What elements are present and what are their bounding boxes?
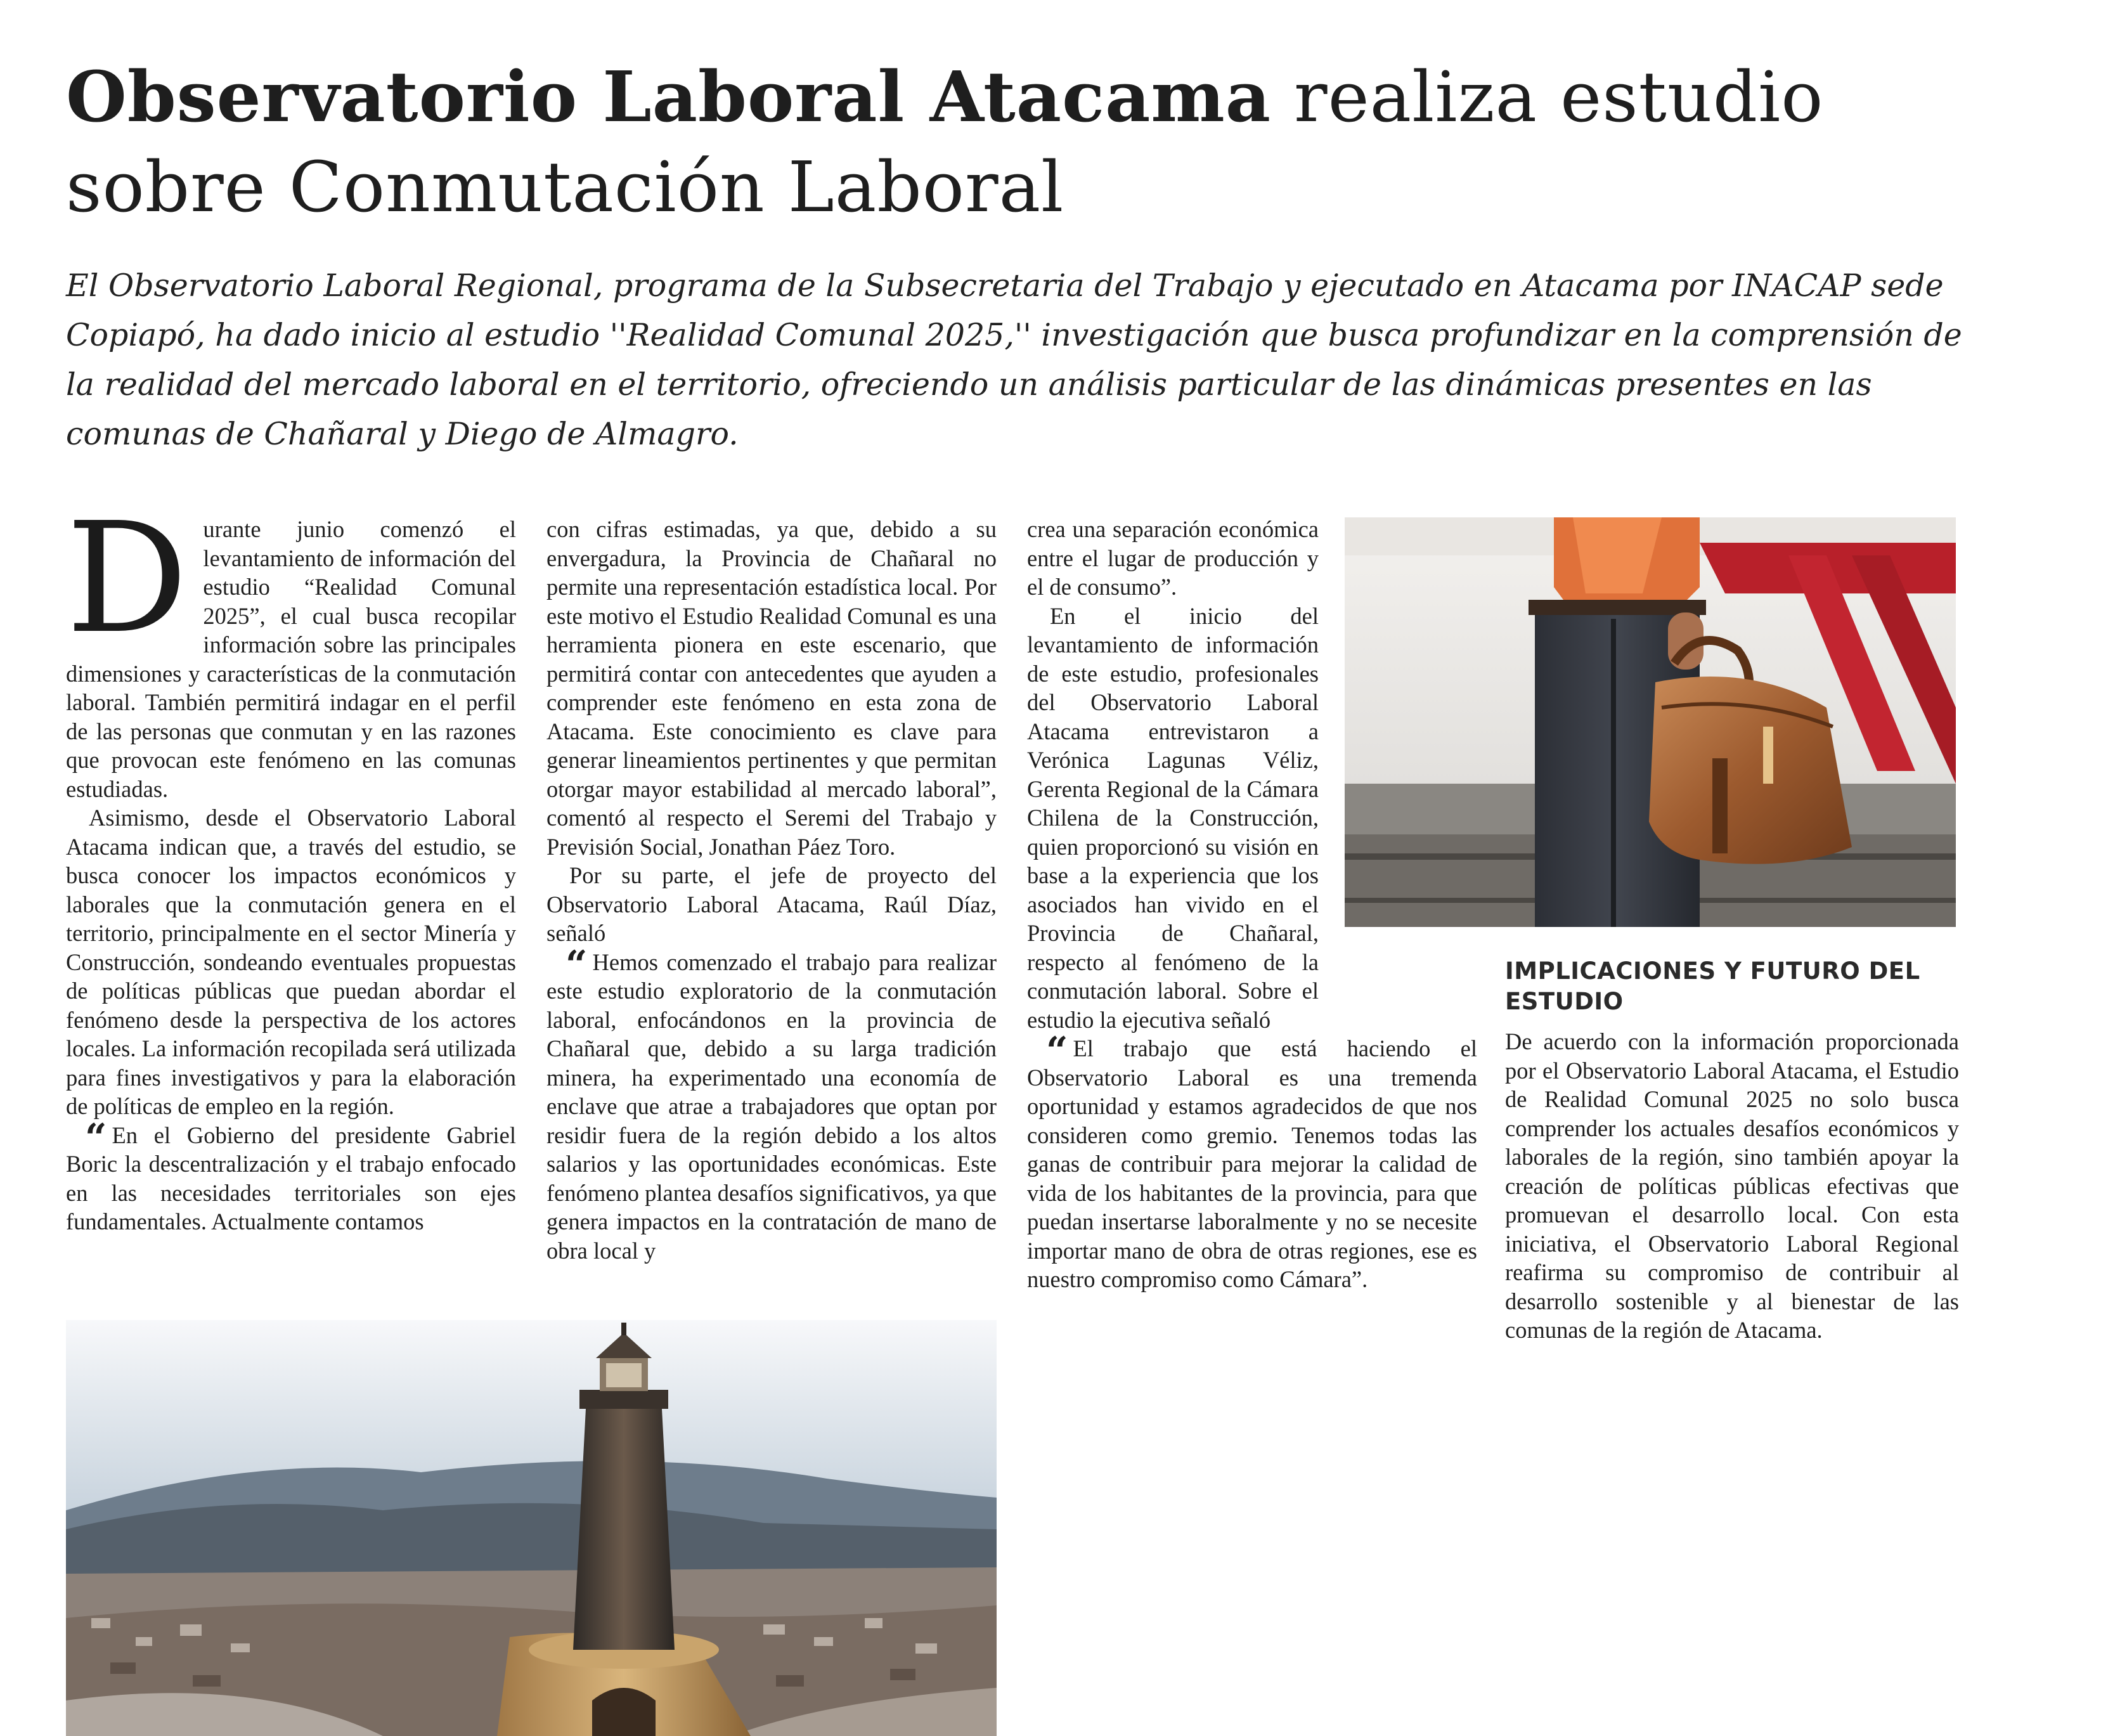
worker-with-bag-photo xyxy=(1345,517,1956,927)
headline-bold: Observatorio Laboral Atacama xyxy=(66,56,1272,138)
col3-paragraph-1: crea una separación económica entre el lugar de producción y el de consumo”. xyxy=(1027,516,1319,600)
col3-quote xyxy=(1027,1029,1477,1294)
col1-quote xyxy=(66,1115,516,1236)
sidebar-heading: IMPLICACIONES Y FUTURO DEL ESTUDIO xyxy=(1505,957,1920,1015)
col3-quote-text: El trabajo que está haciendo el Observatorio Laboral es una tremenda oportunidad y estamos agradecidos de que nos consideren como gremio. Tenemos todas las ganas de contribuir para mejorar la calidad de vida de los habitantes de la provincia, para que puedan insertarse laboralmente y no se necesite importar mano de obra de otras regiones, ese es nuestro compromiso como Cámara”. xyxy=(1027,1035,1477,1292)
col2-paragraph-1: con cifras estimadas, ya que, debido a su envergadura, la Provincia de Chañaral no permite una representación estadística local. Por este motivo el Estudio Realidad Comunal es una herramienta pionera en este escenario, que permitirá contar con antecedentes que ayuden a comprender este fenómeno en esta zona de Atacama. Este conocimiento es clave para generar lineamientos pertinentes y que permitan otorgar mayor estabilidad al mercado laboral”, comentó al respecto el Seremi del Trabajo y Previsión Social, Jonathan Páez Toro. xyxy=(546,516,997,860)
quote-mark-icon: “ xyxy=(85,1115,107,1160)
col1-quote-text: En el Gobierno del presidente Gabriel Boric la descentralización y el trabajo enfocado en las necesidades territoriales son ejes fundamentales. Actualmente contamos xyxy=(66,1122,516,1234)
col2-quote-text: Hemos comenzado el trabajo para realizar este estudio exploratorio de la conmutación laboral, enfocándonos en la provincia de Chañaral que, debido a su larga tradición minera, ha experimentado una economía de enclave que atrae a trabajadores que optan por residir fuera de la región debido a los altos salarios y las oportunidades económicas. Este fenómeno plantea desafíos significativos, ya que genera impactos en la contratación de mano de obra local y xyxy=(546,949,997,1264)
sidebar-body xyxy=(1505,1027,1959,1345)
lighthouse-town-photo xyxy=(66,1320,997,1736)
col1-paragraph-2: Asimismo, desde el Observatorio Laboral Atacama indican que, a través del estudio, se busca conocer los impactos económicos y laborales que la conmutación genera en el territorio, principalmente en el sector Minería y Construcción, sondeando eventuales propuestas de políticas públicas que puedan abordar el fenómeno desde la perspectiva de los actores locales. La información recopilada será utilizada para fines investigativos y para la elaboración de políticas de empleo en la región. xyxy=(66,805,516,1119)
col2-quote xyxy=(546,942,997,1266)
sidebar-paragraph: De acuerdo con la información proporcionada por el Observatorio Laboral Atacama, el Estudio de Realidad Comunal 2025 no solo busca comprender los actuales desafíos económicos y laborales de la región, sino también apoyar la creación de políticas públicas efectivas que promuevan el desarrollo local. Con esta iniciativa, el Observatorio Laboral Regional reafirma su compromiso de contribuir al desarrollo sostenible y al bienestar de las comunas de la región de Atacama. xyxy=(1505,1028,1959,1343)
column-2 xyxy=(546,515,997,1265)
headline xyxy=(66,52,2031,232)
quote-mark-icon: “ xyxy=(566,942,588,987)
quote-mark-icon: “ xyxy=(1046,1029,1068,1073)
cropped-text-strip xyxy=(1027,1720,1959,1736)
lead-paragraph: El Observatorio Laboral Regional, programa de la Subsecretaria del Trabajo y ejecutado en Atacama por INACAP sede Copiapó, ha dado inicio al estudio ''Realidad Comunal 2025,'' investigación que busca profundizar en la comprensión de la realidad del mercado laboral en el territorio, ofreciendo un análisis particular de las dinámicas presentes en las comunas de Chañaral y Diego de Almagro. xyxy=(66,268,1962,452)
headline-rest: realiza estudio sobre Conmutación Laboral xyxy=(66,56,1824,228)
col3-paragraph-2: En el inicio del levantamiento de información de este estudio, profesionales del Observatorio Laboral Atacama entrevistaron a Verónica Lagunas Véliz, Gerenta Regional de la Cámara Chilena de la Construcción, quien proporcionó su visión en base a la experiencia que los asociados han vivido en el Provincia de Chañaral, respecto al fenómeno de la conmutación laboral. Sobre el estudio la ejecutiva señaló xyxy=(1027,602,1319,1033)
column-1 xyxy=(66,489,516,1236)
col1-p1-text: urante junio comenzó el levantamiento de información del estudio “Realidad Comunal 2025”, el cual busca recopilar información sobre las principales dimensiones y características de la conmutación laboral. También permitirá indagar en el perfil de las personas que conmutan y en las razones que provocan este fenómeno en las comunas estudiadas. xyxy=(66,516,516,802)
col1-paragraph-1 xyxy=(66,489,516,803)
column-3-narrow xyxy=(1027,515,1319,1034)
col2-paragraph-2: Por su parte, el jefe de proyecto del Observatorio Laboral Atacama, Raúl Díaz, señaló xyxy=(546,862,997,946)
drop-cap: D xyxy=(66,489,188,667)
